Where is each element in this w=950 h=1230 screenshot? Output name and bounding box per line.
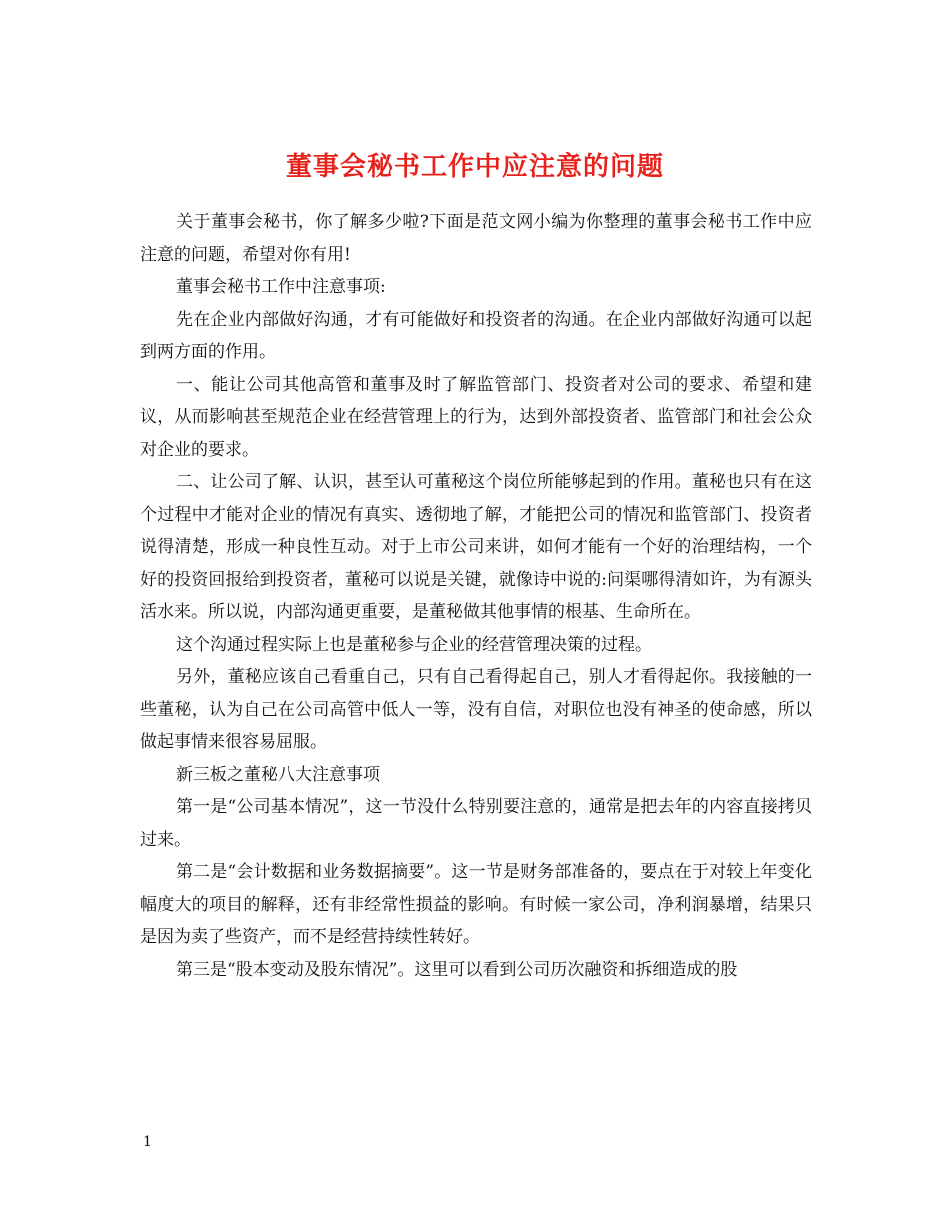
document-title: 董事会秘书工作中应注意的问题 <box>285 152 664 183</box>
paragraph: 先在企业内部做好沟通，才有可能做好和投资者的沟通。在企业内部做好沟通可以起到两方面的作用。 <box>140 309 812 362</box>
paragraph: 新三板之董秘八大注意事项 <box>176 764 380 785</box>
paragraph: 董事会秘书工作中注意事项: <box>176 277 386 297</box>
paragraph: 第三是“股本变动及股东情况”。这里可以看到公司历次融资和拆细造成的股 <box>176 959 738 980</box>
page-number: 1 <box>143 1134 152 1150</box>
paragraph: 第一是“公司基本情况”，这一节没什么特别要注意的，通常是把去年的内容直接拷贝过来。 <box>140 797 812 850</box>
document-body <box>140 206 812 986</box>
paragraph: 一、能让公司其他高管和董事及时了解监管部门、投资者对公司的要求、希望和建议，从而影响甚至规范企业在经营管理上的行为，达到外部投资者、监管部门和社会公众对企业的要求。 <box>140 374 812 460</box>
paragraph: 第二是“会计数据和业务数据摘要”。这一节是财务部准备的，要点在于对较上年变化幅度大的项目的解释，还有非经常性损益的影响。有时候一家公司，净利润暴增，结果只是因为卖了些资产，而不是经营持续性转好。 <box>140 862 812 947</box>
paragraph: 另外，董秘应该自己看重自己，只有自己看得起自己，别人才看得起你。我接触的一些董秘，认为自己在公司高管中低人一等，没有自信，对职位也没有神圣的使命感，所以做起事情来很容易屈服。 <box>140 667 812 752</box>
paragraph: 这个沟通过程实际上也是董秘参与企业的经营管理决策的过程。 <box>176 634 652 655</box>
paragraph: 二、让公司了解、认识，甚至认可董秘这个岗位所能够起到的作用。董秘也只有在这个过程中才能对企业的情况有真实、透彻地了解，才能把公司的情况和监管部门、投资者说得清楚，形成一种良性互动。对于上市公司来讲，如何才能有一个好的治理结构，一个好的投资回报给到投资者，董秘可以说是关键，就像诗中说的:问渠哪得清如许，为有源头活水来。所以说，内部沟通更重要，是董秘做其他事情的根基、生命所在。 <box>140 472 812 622</box>
paragraph: 关于董事会秘书，你了解多少啦?下面是范文网小编为你整理的董事会秘书工作中应注意的问题，希望对你有用! <box>140 212 812 265</box>
